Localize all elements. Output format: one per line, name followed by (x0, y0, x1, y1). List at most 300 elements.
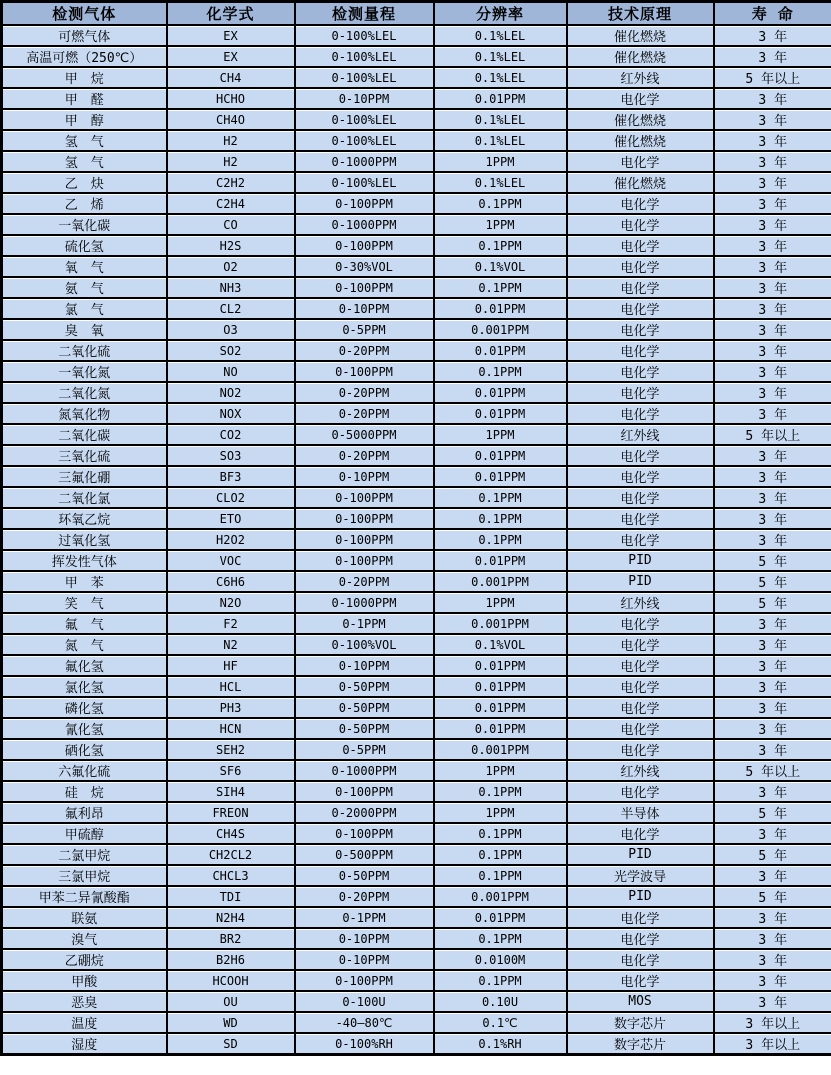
cell-lifetime: 3 年 (714, 634, 831, 655)
cell-range: 0-5PPM (295, 739, 434, 760)
cell-principle: 电化学 (567, 634, 714, 655)
cell-range: 0-10PPM (295, 466, 434, 487)
cell-principle: 电化学 (567, 487, 714, 508)
cell-gas-name: 三氧化硫 (2, 445, 167, 466)
cell-range: 0-100PPM (295, 970, 434, 991)
table-row (2, 781, 831, 802)
cell-gas-name: 温度 (2, 1012, 167, 1033)
cell-principle: PID (567, 550, 714, 571)
cell-principle: 催化燃烧 (567, 25, 714, 46)
cell-formula: NOX (167, 403, 295, 424)
cell-formula: F2 (167, 613, 295, 634)
cell-gas-name: 恶臭 (2, 991, 167, 1012)
cell-principle: PID (567, 886, 714, 907)
cell-formula: SIH4 (167, 781, 295, 802)
table-row (2, 445, 831, 466)
cell-lifetime: 5 年 (714, 592, 831, 613)
table-row (2, 403, 831, 424)
cell-resolution: 0.1%VOL (434, 634, 567, 655)
cell-gas-name: 氧 气 (2, 256, 167, 277)
cell-formula: BR2 (167, 928, 295, 949)
table-row (2, 886, 831, 907)
cell-formula: H2 (167, 130, 295, 151)
column-header-lifetime: 寿 命 (714, 2, 831, 26)
cell-formula: CLO2 (167, 487, 295, 508)
table-row (2, 340, 831, 361)
cell-lifetime: 3 年 (714, 991, 831, 1012)
cell-gas-name: 高温可燃（250℃） (2, 46, 167, 67)
cell-gas-name: 氨 气 (2, 277, 167, 298)
cell-resolution: 0.01PPM (434, 340, 567, 361)
cell-principle: 电化学 (567, 277, 714, 298)
cell-principle: PID (567, 844, 714, 865)
cell-gas-name: 可燃气体 (2, 25, 167, 46)
cell-lifetime: 3 年 (714, 130, 831, 151)
cell-gas-name: 氟利昂 (2, 802, 167, 823)
cell-resolution: 0.001PPM (434, 613, 567, 634)
table-row (2, 844, 831, 865)
cell-gas-name: 甲 醛 (2, 88, 167, 109)
cell-formula: CO (167, 214, 295, 235)
cell-resolution: 1PPM (434, 151, 567, 172)
cell-lifetime: 3 年 (714, 319, 831, 340)
cell-resolution: 0.01PPM (434, 718, 567, 739)
cell-gas-name: 氟化氢 (2, 655, 167, 676)
cell-range: 0-100PPM (295, 487, 434, 508)
cell-resolution: 1PPM (434, 592, 567, 613)
cell-lifetime: 3 年 (714, 172, 831, 193)
cell-principle: 电化学 (567, 382, 714, 403)
cell-resolution: 0.1%LEL (434, 46, 567, 67)
cell-range: 0-20PPM (295, 886, 434, 907)
cell-formula: C6H6 (167, 571, 295, 592)
cell-formula: H2S (167, 235, 295, 256)
cell-principle: 半导体 (567, 802, 714, 823)
cell-gas-name: 溴气 (2, 928, 167, 949)
cell-lifetime: 3 年 (714, 718, 831, 739)
cell-principle: 催化燃烧 (567, 109, 714, 130)
cell-principle: 电化学 (567, 949, 714, 970)
cell-formula: SF6 (167, 760, 295, 781)
cell-formula: C2H2 (167, 172, 295, 193)
table-row (2, 256, 831, 277)
cell-gas-name: 湿度 (2, 1033, 167, 1055)
cell-resolution: 0.001PPM (434, 319, 567, 340)
cell-gas-name: 氢 气 (2, 130, 167, 151)
cell-formula: CO2 (167, 424, 295, 445)
table-row (2, 592, 831, 613)
cell-range: 0-100PPM (295, 361, 434, 382)
cell-lifetime: 3 年 (714, 970, 831, 991)
cell-gas-name: 六氟化硫 (2, 760, 167, 781)
table-row (2, 298, 831, 319)
table-row (2, 172, 831, 193)
cell-formula: EX (167, 25, 295, 46)
cell-principle: 电化学 (567, 781, 714, 802)
cell-lifetime: 3 年以上 (714, 1033, 831, 1055)
cell-principle: 电化学 (567, 214, 714, 235)
cell-range: 0-1PPM (295, 613, 434, 634)
cell-gas-name: 氰化氢 (2, 718, 167, 739)
cell-range: 0-5PPM (295, 319, 434, 340)
cell-formula: PH3 (167, 697, 295, 718)
cell-gas-name: 硒化氢 (2, 739, 167, 760)
cell-resolution: 0.1%LEL (434, 25, 567, 46)
cell-gas-name: 二氧化硫 (2, 340, 167, 361)
cell-principle: 电化学 (567, 739, 714, 760)
cell-formula: HF (167, 655, 295, 676)
cell-principle: 红外线 (567, 760, 714, 781)
cell-gas-name: 过氧化氢 (2, 529, 167, 550)
table-row (2, 571, 831, 592)
cell-resolution: 0.01PPM (434, 907, 567, 928)
cell-lifetime: 5 年 (714, 550, 831, 571)
table-row (2, 739, 831, 760)
cell-formula: C2H4 (167, 193, 295, 214)
cell-resolution: 1PPM (434, 214, 567, 235)
table-row (2, 277, 831, 298)
cell-formula: N2O (167, 592, 295, 613)
cell-principle: 电化学 (567, 298, 714, 319)
cell-gas-name: 一氧化氮 (2, 361, 167, 382)
cell-resolution: 0.1PPM (434, 865, 567, 886)
cell-lifetime: 3 年 (714, 46, 831, 67)
cell-principle: 电化学 (567, 907, 714, 928)
table-row (2, 550, 831, 571)
cell-gas-name: 一氧化碳 (2, 214, 167, 235)
cell-gas-name: 二氧化碳 (2, 424, 167, 445)
cell-principle: 红外线 (567, 67, 714, 88)
cell-lifetime: 5 年 (714, 886, 831, 907)
cell-range: 0-100%LEL (295, 25, 434, 46)
cell-range: 0-50PPM (295, 718, 434, 739)
cell-lifetime: 5 年 (714, 802, 831, 823)
cell-resolution: 1PPM (434, 802, 567, 823)
cell-range: 0-50PPM (295, 676, 434, 697)
cell-gas-name: 氢 气 (2, 151, 167, 172)
cell-principle: 电化学 (567, 235, 714, 256)
cell-range: 0-10PPM (295, 88, 434, 109)
cell-lifetime: 3 年 (714, 25, 831, 46)
cell-gas-name: 甲苯二异氰酸酯 (2, 886, 167, 907)
cell-lifetime: 3 年 (714, 508, 831, 529)
cell-principle: 电化学 (567, 970, 714, 991)
cell-formula: CH4S (167, 823, 295, 844)
column-header-resolution: 分辨率 (434, 2, 567, 26)
cell-range: 0-100PPM (295, 193, 434, 214)
cell-formula: H2 (167, 151, 295, 172)
cell-resolution: 0.1PPM (434, 928, 567, 949)
table-row (2, 991, 831, 1012)
cell-formula: B2H6 (167, 949, 295, 970)
cell-resolution: 0.01PPM (434, 550, 567, 571)
cell-gas-name: 笑 气 (2, 592, 167, 613)
table-row (2, 361, 831, 382)
cell-formula: BF3 (167, 466, 295, 487)
cell-formula: FREON (167, 802, 295, 823)
cell-lifetime: 3 年 (714, 655, 831, 676)
cell-resolution: 0.001PPM (434, 739, 567, 760)
table-row (2, 487, 831, 508)
cell-resolution: 0.1%VOL (434, 256, 567, 277)
cell-range: 0-1PPM (295, 907, 434, 928)
cell-range: 0-100%RH (295, 1033, 434, 1055)
cell-principle: 光学波导 (567, 865, 714, 886)
cell-principle: 电化学 (567, 466, 714, 487)
cell-gas-name: 氮 气 (2, 634, 167, 655)
cell-resolution: 0.1PPM (434, 781, 567, 802)
cell-lifetime: 3 年 (714, 823, 831, 844)
cell-gas-name: 联氨 (2, 907, 167, 928)
cell-gas-name: 三氟化硼 (2, 466, 167, 487)
cell-formula: SD (167, 1033, 295, 1055)
cell-lifetime: 3 年 (714, 151, 831, 172)
cell-lifetime: 3 年 (714, 109, 831, 130)
cell-range: 0-10PPM (295, 655, 434, 676)
cell-principle: 电化学 (567, 655, 714, 676)
cell-principle: 电化学 (567, 340, 714, 361)
table-row (2, 508, 831, 529)
cell-formula: O2 (167, 256, 295, 277)
cell-range: 0-5000PPM (295, 424, 434, 445)
cell-formula: NH3 (167, 277, 295, 298)
cell-formula: CHCL3 (167, 865, 295, 886)
table-row (2, 802, 831, 823)
cell-lifetime: 3 年 (714, 613, 831, 634)
cell-formula: VOC (167, 550, 295, 571)
cell-resolution: 0.01PPM (434, 298, 567, 319)
cell-range: 0-100PPM (295, 550, 434, 571)
cell-formula: EX (167, 46, 295, 67)
cell-formula: CH4 (167, 67, 295, 88)
cell-formula: O3 (167, 319, 295, 340)
cell-resolution: 0.01PPM (434, 655, 567, 676)
cell-resolution: 0.01PPM (434, 466, 567, 487)
cell-resolution: 1PPM (434, 760, 567, 781)
cell-range: 0-1000PPM (295, 760, 434, 781)
cell-resolution: 0.1%LEL (434, 172, 567, 193)
cell-gas-name: 甲 烷 (2, 67, 167, 88)
cell-lifetime: 5 年 (714, 844, 831, 865)
cell-gas-name: 三氯甲烷 (2, 865, 167, 886)
cell-formula: HCOOH (167, 970, 295, 991)
table-row (2, 235, 831, 256)
table-row (2, 319, 831, 340)
table-row (2, 697, 831, 718)
cell-range: 0-20PPM (295, 403, 434, 424)
column-header-principle: 技术原理 (567, 2, 714, 26)
column-header-gas: 检测气体 (2, 2, 167, 26)
cell-formula: N2 (167, 634, 295, 655)
cell-resolution: 0.1%LEL (434, 130, 567, 151)
cell-formula: CL2 (167, 298, 295, 319)
cell-resolution: 0.1PPM (434, 823, 567, 844)
table-row (2, 823, 831, 844)
cell-formula: HCN (167, 718, 295, 739)
cell-lifetime: 3 年 (714, 697, 831, 718)
cell-formula: N2H4 (167, 907, 295, 928)
cell-range: -40—80℃ (295, 1012, 434, 1033)
table-row (2, 151, 831, 172)
cell-gas-name: 乙 烯 (2, 193, 167, 214)
cell-lifetime: 3 年 (714, 445, 831, 466)
cell-principle: 电化学 (567, 718, 714, 739)
cell-principle: 电化学 (567, 508, 714, 529)
cell-range: 0-20PPM (295, 445, 434, 466)
cell-gas-name: 氯化氢 (2, 676, 167, 697)
cell-lifetime: 3 年 (714, 487, 831, 508)
table-row (2, 760, 831, 781)
table-body (2, 25, 831, 1055)
cell-resolution: 0.1%LEL (434, 109, 567, 130)
cell-gas-name: 乙 炔 (2, 172, 167, 193)
table-row (2, 214, 831, 235)
cell-lifetime: 3 年 (714, 88, 831, 109)
cell-resolution: 0.1%RH (434, 1033, 567, 1055)
cell-lifetime: 3 年 (714, 865, 831, 886)
cell-resolution: 0.1PPM (434, 844, 567, 865)
cell-resolution: 0.001PPM (434, 886, 567, 907)
cell-principle: 电化学 (567, 823, 714, 844)
cell-range: 0-100%LEL (295, 67, 434, 88)
cell-lifetime: 3 年 (714, 193, 831, 214)
cell-range: 0-100PPM (295, 781, 434, 802)
cell-formula: HCHO (167, 88, 295, 109)
cell-gas-name: 甲酸 (2, 970, 167, 991)
cell-range: 0-1000PPM (295, 151, 434, 172)
cell-range: 0-10PPM (295, 928, 434, 949)
cell-principle: 红外线 (567, 424, 714, 445)
cell-lifetime: 5 年 (714, 571, 831, 592)
cell-principle: 电化学 (567, 403, 714, 424)
cell-resolution: 0.01PPM (434, 403, 567, 424)
cell-range: 0-1000PPM (295, 592, 434, 613)
cell-gas-name: 硅 烷 (2, 781, 167, 802)
cell-range: 0-30%VOL (295, 256, 434, 277)
cell-principle: 催化燃烧 (567, 46, 714, 67)
cell-principle: 电化学 (567, 928, 714, 949)
column-header-formula: 化学式 (167, 2, 295, 26)
cell-resolution: 0.01PPM (434, 445, 567, 466)
table-row (2, 130, 831, 151)
cell-lifetime: 3 年 (714, 949, 831, 970)
cell-lifetime: 3 年 (714, 781, 831, 802)
cell-lifetime: 3 年 (714, 466, 831, 487)
table-row (2, 88, 831, 109)
cell-resolution: 0.01PPM (434, 88, 567, 109)
cell-gas-name: 环氧乙烷 (2, 508, 167, 529)
cell-principle: 电化学 (567, 445, 714, 466)
cell-principle: 电化学 (567, 529, 714, 550)
cell-gas-name: 二氧化氮 (2, 382, 167, 403)
cell-formula: H2O2 (167, 529, 295, 550)
table-row (2, 46, 831, 67)
cell-range: 0-100PPM (295, 823, 434, 844)
cell-lifetime: 5 年以上 (714, 424, 831, 445)
cell-formula: SEH2 (167, 739, 295, 760)
table-row (2, 1012, 831, 1033)
cell-principle: 电化学 (567, 151, 714, 172)
cell-range: 0-10PPM (295, 949, 434, 970)
cell-range: 0-100PPM (295, 508, 434, 529)
cell-principle: 催化燃烧 (567, 172, 714, 193)
cell-formula: WD (167, 1012, 295, 1033)
header-row (2, 2, 831, 26)
cell-principle: 电化学 (567, 88, 714, 109)
cell-lifetime: 3 年 (714, 382, 831, 403)
cell-resolution: 0.1PPM (434, 508, 567, 529)
cell-range: 0-20PPM (295, 571, 434, 592)
table-row (2, 466, 831, 487)
cell-range: 0-500PPM (295, 844, 434, 865)
cell-formula: NO (167, 361, 295, 382)
cell-gas-name: 二氧化氯 (2, 487, 167, 508)
cell-lifetime: 3 年 (714, 277, 831, 298)
table-row (2, 928, 831, 949)
cell-formula: ETO (167, 508, 295, 529)
table-row (2, 529, 831, 550)
cell-range: 0-20PPM (295, 382, 434, 403)
cell-gas-name: 甲 醇 (2, 109, 167, 130)
cell-principle: 电化学 (567, 697, 714, 718)
cell-lifetime: 3 年 (714, 298, 831, 319)
cell-principle: PID (567, 571, 714, 592)
cell-principle: 电化学 (567, 613, 714, 634)
cell-gas-name: 挥发性气体 (2, 550, 167, 571)
cell-lifetime: 3 年 (714, 361, 831, 382)
table-row (2, 655, 831, 676)
cell-resolution: 0.1PPM (434, 361, 567, 382)
table-row (2, 193, 831, 214)
table-row (2, 676, 831, 697)
cell-range: 0-100%LEL (295, 46, 434, 67)
cell-resolution: 1PPM (434, 424, 567, 445)
table-row (2, 613, 831, 634)
cell-resolution: 0.01PPM (434, 676, 567, 697)
cell-formula: SO3 (167, 445, 295, 466)
cell-resolution: 0.1%LEL (434, 67, 567, 88)
table-row (2, 634, 831, 655)
table-row (2, 970, 831, 991)
table-row (2, 424, 831, 445)
cell-resolution: 0.10U (434, 991, 567, 1012)
table-row (2, 382, 831, 403)
cell-range: 0-50PPM (295, 865, 434, 886)
cell-resolution: 0.0100M (434, 949, 567, 970)
cell-gas-name: 乙硼烷 (2, 949, 167, 970)
table-row (2, 67, 831, 88)
cell-gas-name: 氮氧化物 (2, 403, 167, 424)
cell-lifetime: 3 年 (714, 928, 831, 949)
cell-principle: 电化学 (567, 256, 714, 277)
cell-range: 0-100PPM (295, 235, 434, 256)
cell-resolution: 0.1PPM (434, 277, 567, 298)
cell-resolution: 0.1℃ (434, 1012, 567, 1033)
cell-principle: 数字芯片 (567, 1012, 714, 1033)
cell-resolution: 0.1PPM (434, 970, 567, 991)
table-row (2, 865, 831, 886)
cell-formula: TDI (167, 886, 295, 907)
cell-lifetime: 3 年 (714, 235, 831, 256)
cell-formula: OU (167, 991, 295, 1012)
cell-gas-name: 氯 气 (2, 298, 167, 319)
cell-lifetime: 3 年 (714, 529, 831, 550)
cell-range: 0-100PPM (295, 277, 434, 298)
cell-lifetime: 3 年 (714, 340, 831, 361)
cell-resolution: 0.01PPM (434, 382, 567, 403)
cell-principle: MOS (567, 991, 714, 1012)
cell-range: 0-100%LEL (295, 172, 434, 193)
